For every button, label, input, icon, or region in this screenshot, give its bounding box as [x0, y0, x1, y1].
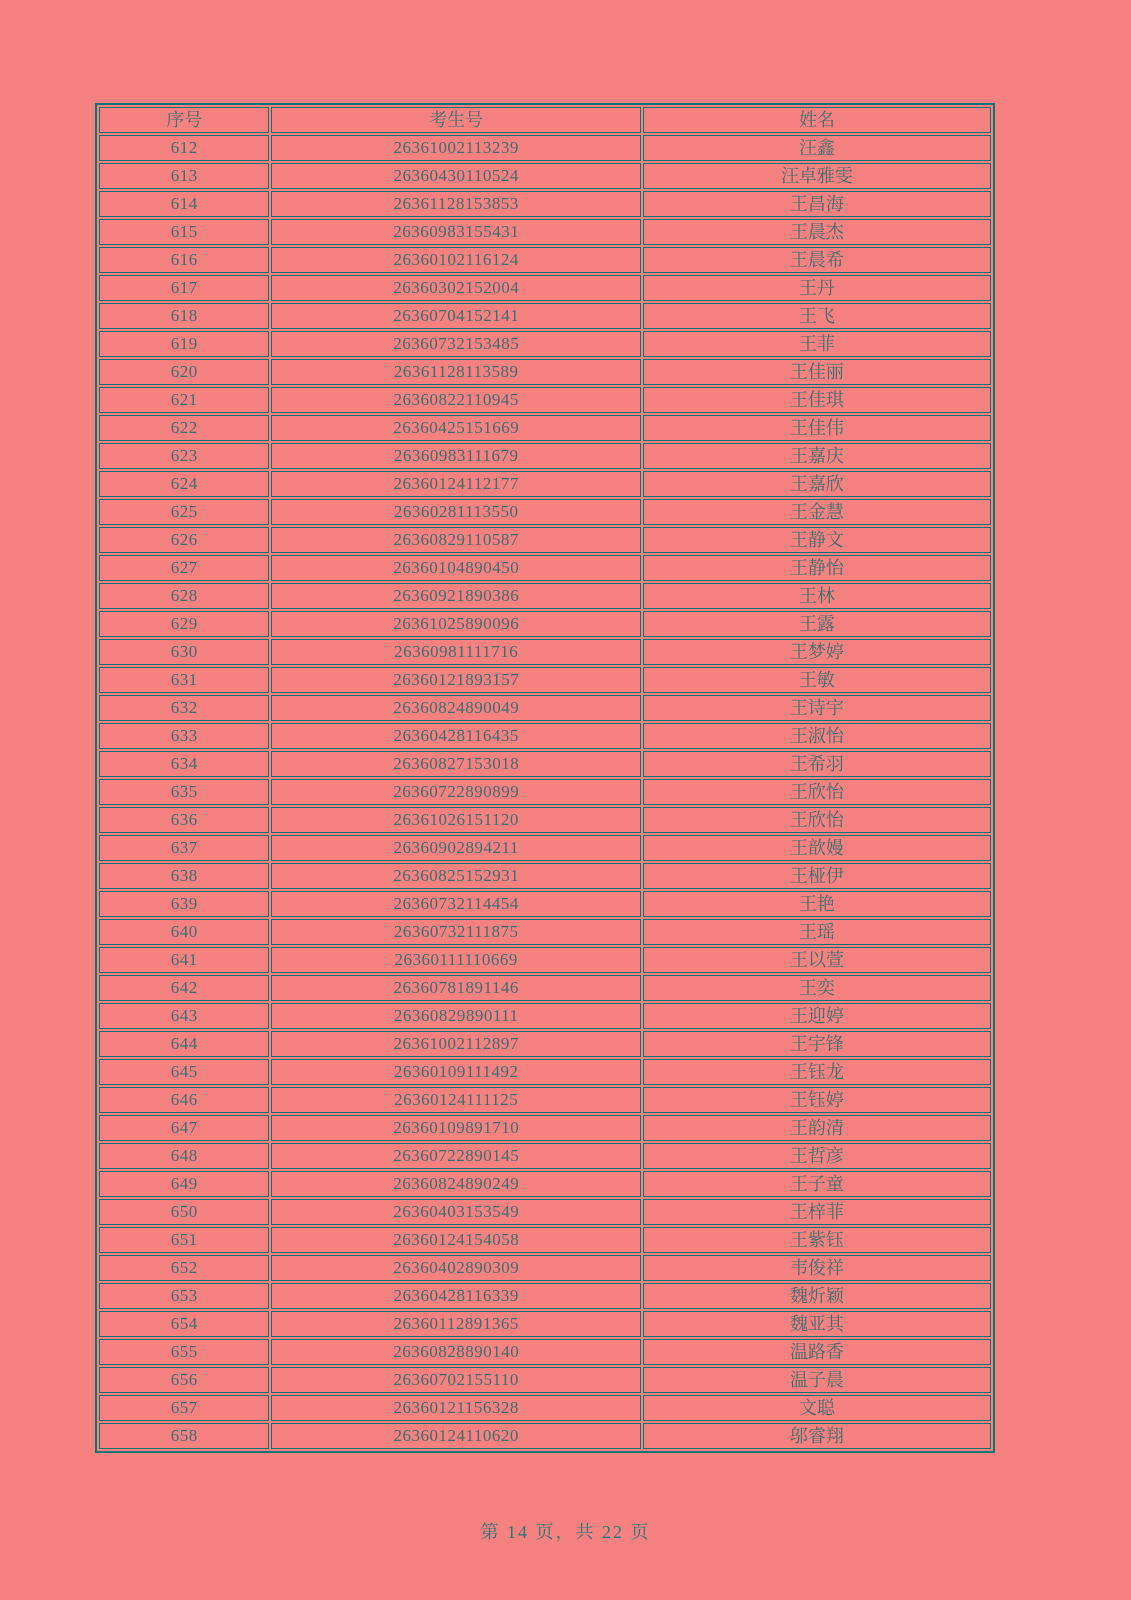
table-row — [99, 807, 991, 833]
name-cell: 王哲彦 — [643, 1143, 991, 1169]
serial-number-cell: 631 — [99, 667, 269, 693]
name-cell: 王露 — [643, 611, 991, 637]
table-row — [99, 723, 991, 749]
candidate-number-cell: 26360124154058 — [271, 1227, 640, 1253]
name-cell: 王希羽 — [643, 751, 991, 777]
table-row — [99, 667, 991, 693]
name-cell: 王金慧 — [643, 499, 991, 525]
table-row — [99, 499, 991, 525]
name-cell: 汪鑫 — [643, 135, 991, 161]
name-cell: 王欣怡 — [643, 779, 991, 805]
serial-number-cell: 617 — [99, 275, 269, 301]
table-row — [99, 695, 991, 721]
serial-number-cell: 653 — [99, 1283, 269, 1309]
candidate-number-cell: 26360981111716 — [271, 639, 640, 665]
candidate-number-cell: 26360732114454 — [271, 891, 640, 917]
table-row — [99, 919, 991, 945]
candidate-number-cell: 26361025890096 — [271, 611, 640, 637]
candidate-number-cell: 26361026151120 — [271, 807, 640, 833]
name-cell: 王钰婷 — [643, 1087, 991, 1113]
table-row — [99, 611, 991, 637]
table-row — [99, 1283, 991, 1309]
candidate-number-cell: 26360983155431 — [271, 219, 640, 245]
serial-number-cell: 654 — [99, 1311, 269, 1337]
serial-number-cell: 644 — [99, 1031, 269, 1057]
name-cell: 王佳伟 — [643, 415, 991, 441]
serial-number-cell: 619 — [99, 331, 269, 357]
candidate-number-cell: 26360402890309 — [271, 1255, 640, 1281]
candidate-number-cell: 26360112891365 — [271, 1311, 640, 1337]
serial-number-cell: 630 — [99, 639, 269, 665]
table-row — [99, 1311, 991, 1337]
table-row — [99, 303, 991, 329]
table-row — [99, 191, 991, 217]
candidate-number-cell: 26360428116339 — [271, 1283, 640, 1309]
serial-number-cell: 651 — [99, 1227, 269, 1253]
candidate-number-cell: 26360824890249 — [271, 1171, 640, 1197]
candidate-number-cell: 26360121893157 — [271, 667, 640, 693]
serial-number-cell: 657 — [99, 1395, 269, 1421]
serial-number-cell: 612 — [99, 135, 269, 161]
table-row — [99, 135, 991, 161]
table-row — [99, 891, 991, 917]
candidate-number-cell: 26360983111679 — [271, 443, 640, 469]
table-row — [99, 863, 991, 889]
serial-number-cell: 658 — [99, 1423, 269, 1449]
serial-number-cell: 628 — [99, 583, 269, 609]
candidate-number-cell: 26360732111875 — [271, 919, 640, 945]
candidate-number-cell: 26360121156328 — [271, 1395, 640, 1421]
candidate-number-cell: 26360425151669 — [271, 415, 640, 441]
serial-number-cell: 614 — [99, 191, 269, 217]
candidate-number-cell: 26360281113550 — [271, 499, 640, 525]
name-cell: 王宇锋 — [643, 1031, 991, 1057]
header-name: 姓名 — [643, 107, 991, 133]
table-row — [99, 219, 991, 245]
candidate-number-cell: 26360829110587 — [271, 527, 640, 553]
name-cell: 温子晨 — [643, 1367, 991, 1393]
table-row — [99, 1003, 991, 1029]
table-row — [99, 1367, 991, 1393]
candidate-number-cell: 26360722890899 — [271, 779, 640, 805]
name-cell: 王佳丽 — [643, 359, 991, 385]
candidate-number-cell: 26360124112177 — [271, 471, 640, 497]
candidate-number-cell: 26360732153485 — [271, 331, 640, 357]
name-cell: 王钰龙 — [643, 1059, 991, 1085]
candidate-list-table — [95, 103, 995, 1453]
name-cell: 王晨杰 — [643, 219, 991, 245]
serial-number-cell: 641 — [99, 947, 269, 973]
table-row — [99, 1199, 991, 1225]
candidate-number-cell: 26360828890140 — [271, 1339, 640, 1365]
candidate-number-cell: 26360827153018 — [271, 751, 640, 777]
header-row — [99, 107, 991, 133]
table-row — [99, 1423, 991, 1449]
name-cell: 王静文 — [643, 527, 991, 553]
serial-number-cell: 646 — [99, 1087, 269, 1113]
table-row — [99, 331, 991, 357]
candidate-number-cell: 26360124111125 — [271, 1087, 640, 1113]
candidate-number-cell: 26360124110620 — [271, 1423, 640, 1449]
table-row — [99, 835, 991, 861]
serial-number-cell: 652 — [99, 1255, 269, 1281]
serial-number-cell: 625 — [99, 499, 269, 525]
serial-number-cell: 622 — [99, 415, 269, 441]
table-row — [99, 1395, 991, 1421]
name-cell: 邬睿翔 — [643, 1423, 991, 1449]
serial-number-cell: 615 — [99, 219, 269, 245]
serial-number-cell: 620 — [99, 359, 269, 385]
serial-number-cell: 618 — [99, 303, 269, 329]
candidate-number-cell: 26360302152004 — [271, 275, 640, 301]
candidate-number-cell: 26361128113589 — [271, 359, 640, 385]
header-candidate-number: 考生号 — [271, 107, 640, 133]
table-row — [99, 415, 991, 441]
serial-number-cell: 616 — [99, 247, 269, 273]
name-cell: 魏炘颖 — [643, 1283, 991, 1309]
serial-number-cell: 637 — [99, 835, 269, 861]
name-cell: 王敏 — [643, 667, 991, 693]
candidate-number-cell: 26361002113239 — [271, 135, 640, 161]
name-cell: 汪卓雅雯 — [643, 163, 991, 189]
name-cell: 王韵清 — [643, 1115, 991, 1141]
name-cell: 王迎婷 — [643, 1003, 991, 1029]
serial-number-cell: 626 — [99, 527, 269, 553]
table-row — [99, 527, 991, 553]
name-cell: 王嘉欣 — [643, 471, 991, 497]
name-cell: 王丹 — [643, 275, 991, 301]
serial-number-cell: 613 — [99, 163, 269, 189]
table-row — [99, 359, 991, 385]
candidate-number-cell: 26360822110945 — [271, 387, 640, 413]
table-row — [99, 387, 991, 413]
serial-number-cell: 635 — [99, 779, 269, 805]
name-cell: 王歆嫚 — [643, 835, 991, 861]
name-cell: 王淑怡 — [643, 723, 991, 749]
table-row — [99, 975, 991, 1001]
name-cell: 文聪 — [643, 1395, 991, 1421]
header-serial-number: 序号 — [99, 107, 269, 133]
candidate-number-cell: 26360102116124 — [271, 247, 640, 273]
table-row — [99, 247, 991, 273]
name-cell: 王飞 — [643, 303, 991, 329]
table-header — [99, 107, 991, 133]
serial-number-cell: 621 — [99, 387, 269, 413]
serial-number-cell: 639 — [99, 891, 269, 917]
serial-number-cell: 649 — [99, 1171, 269, 1197]
serial-number-cell: 629 — [99, 611, 269, 637]
name-cell: 王晨希 — [643, 247, 991, 273]
table-row — [99, 1087, 991, 1113]
serial-number-cell: 650 — [99, 1199, 269, 1225]
table-row — [99, 639, 991, 665]
name-cell: 王桠伊 — [643, 863, 991, 889]
table-row — [99, 779, 991, 805]
candidate-number-cell: 26360781891146 — [271, 975, 640, 1001]
candidate-number-cell: 26360825152931 — [271, 863, 640, 889]
table-row — [99, 555, 991, 581]
serial-number-cell: 636 — [99, 807, 269, 833]
candidate-number-cell: 26360829890111 — [271, 1003, 640, 1029]
serial-number-cell: 645 — [99, 1059, 269, 1085]
name-cell: 王静怡 — [643, 555, 991, 581]
name-cell: 魏亚其 — [643, 1311, 991, 1337]
serial-number-cell: 634 — [99, 751, 269, 777]
serial-number-cell: 624 — [99, 471, 269, 497]
table-row — [99, 1227, 991, 1253]
candidate-number-cell: 26360104890450 — [271, 555, 640, 581]
name-cell: 王瑶 — [643, 919, 991, 945]
table-row — [99, 471, 991, 497]
candidate-number-cell: 26360824890049 — [271, 695, 640, 721]
candidate-number-cell: 26360430110524 — [271, 163, 640, 189]
candidate-number-cell: 26360902894211 — [271, 835, 640, 861]
table-row — [99, 583, 991, 609]
table-row — [99, 163, 991, 189]
candidate-number-cell: 26360111110669 — [271, 947, 640, 973]
name-cell: 王子童 — [643, 1171, 991, 1197]
name-cell: 王艳 — [643, 891, 991, 917]
candidate-number-cell: 26360702155110 — [271, 1367, 640, 1393]
table-row — [99, 1171, 991, 1197]
name-cell: 王紫钰 — [643, 1227, 991, 1253]
name-cell: 王梓菲 — [643, 1199, 991, 1225]
serial-number-cell: 648 — [99, 1143, 269, 1169]
name-cell: 王以萱 — [643, 947, 991, 973]
serial-number-cell: 642 — [99, 975, 269, 1001]
serial-number-cell: 623 — [99, 443, 269, 469]
page-number-footer: 第 14 页，共 22 页 — [480, 1522, 651, 1542]
candidate-number-cell: 26361002112897 — [271, 1031, 640, 1057]
serial-number-cell: 656 — [99, 1367, 269, 1393]
name-cell: 王佳琪 — [643, 387, 991, 413]
table-body — [99, 135, 991, 1449]
table-row — [99, 1339, 991, 1365]
table-row — [99, 275, 991, 301]
serial-number-cell: 627 — [99, 555, 269, 581]
name-cell: 王昌海 — [643, 191, 991, 217]
serial-number-cell: 632 — [99, 695, 269, 721]
candidate-number-cell: 26360722890145 — [271, 1143, 640, 1169]
name-cell: 韦俊祥 — [643, 1255, 991, 1281]
serial-number-cell: 655 — [99, 1339, 269, 1365]
candidate-number-cell: 26361128153853 — [271, 191, 640, 217]
name-cell: 王梦婷 — [643, 639, 991, 665]
name-cell: 温路香 — [643, 1339, 991, 1365]
serial-number-cell: 638 — [99, 863, 269, 889]
name-cell: 王诗宇 — [643, 695, 991, 721]
table-row — [99, 443, 991, 469]
name-cell: 王欣怡 — [643, 807, 991, 833]
table-row — [99, 947, 991, 973]
table-row — [99, 1031, 991, 1057]
serial-number-cell: 647 — [99, 1115, 269, 1141]
table-row — [99, 1115, 991, 1141]
name-cell: 王奕 — [643, 975, 991, 1001]
serial-number-cell: 643 — [99, 1003, 269, 1029]
table-row — [99, 1059, 991, 1085]
candidate-number-cell: 26360704152141 — [271, 303, 640, 329]
candidate-number-cell: 26360109111492 — [271, 1059, 640, 1085]
name-cell: 王菲 — [643, 331, 991, 357]
candidate-number-cell: 26360109891710 — [271, 1115, 640, 1141]
table-row — [99, 1255, 991, 1281]
table-row — [99, 1143, 991, 1169]
candidate-number-cell: 26360428116435 — [271, 723, 640, 749]
serial-number-cell: 640 — [99, 919, 269, 945]
name-cell: 王嘉庆 — [643, 443, 991, 469]
table-row — [99, 751, 991, 777]
candidate-number-cell: 26360921890386 — [271, 583, 640, 609]
serial-number-cell: 633 — [99, 723, 269, 749]
candidate-number-cell: 26360403153549 — [271, 1199, 640, 1225]
name-cell: 王林 — [643, 583, 991, 609]
